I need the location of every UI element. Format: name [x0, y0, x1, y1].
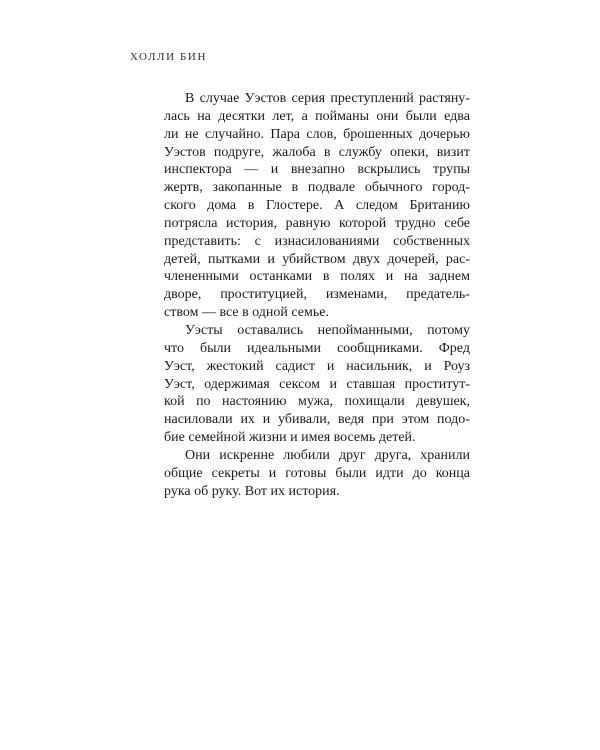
word: город- [432, 180, 470, 196]
text-line [164, 465, 470, 483]
word: Уэсты [185, 322, 223, 338]
word: Уэст, [164, 358, 195, 374]
word: жалоба [272, 144, 316, 160]
word: на [404, 269, 418, 285]
word: в [322, 269, 330, 285]
word: Роуз [443, 358, 470, 374]
text-line [164, 126, 470, 144]
word: идеальными [247, 340, 321, 356]
word: изменами, [325, 287, 388, 303]
word: Они [185, 447, 211, 463]
running-header-author: ХОЛЛИ БИН [130, 51, 208, 63]
word: — [244, 162, 259, 178]
word: службу [338, 144, 382, 160]
word: и [326, 358, 335, 374]
word: слов, [306, 126, 337, 142]
text-line [164, 215, 470, 233]
word: проституцией, [220, 287, 307, 303]
word: равную [285, 215, 331, 231]
word: потому [427, 322, 470, 338]
word: останками [249, 269, 313, 285]
word: детей, [164, 251, 201, 267]
word: и [262, 412, 271, 428]
word: заднем [428, 269, 470, 285]
word: едва [444, 108, 470, 124]
word: собственных [393, 233, 470, 249]
word: садист [275, 358, 315, 374]
word: были [335, 465, 367, 481]
word: мужа, [297, 394, 334, 410]
word: А [334, 198, 345, 214]
word: идти [375, 465, 404, 481]
word: история, [226, 215, 278, 231]
word: что [164, 340, 184, 356]
word: и [267, 251, 275, 267]
word: жертв, [164, 180, 203, 196]
word: насиловали [164, 412, 233, 428]
paragraph [164, 447, 470, 501]
word: любили [283, 447, 330, 463]
text-line [164, 411, 470, 429]
word: ского [164, 198, 196, 214]
word: обычного [364, 180, 423, 196]
word: одержимая [204, 376, 270, 392]
word: сексом [279, 376, 320, 392]
word: непойманными, [317, 322, 413, 338]
word: потрясла [164, 215, 218, 231]
word: они [376, 108, 399, 124]
word: Уэстов [244, 91, 287, 106]
word: друг [338, 447, 366, 463]
word: десятки [218, 108, 266, 124]
paragraph [164, 90, 470, 322]
word: проститут- [404, 376, 470, 392]
word: двух [352, 251, 381, 267]
word: секреты [211, 465, 260, 481]
word: трудно [394, 215, 436, 231]
word: готовы [285, 465, 327, 481]
text-line [164, 268, 470, 286]
word: и [385, 269, 394, 285]
word: случайно. [205, 126, 264, 142]
text-line [164, 179, 470, 197]
word: лет, [272, 108, 295, 124]
word: В [185, 91, 195, 106]
word: ли [164, 126, 179, 142]
word: ведя [338, 412, 365, 428]
word: дочерей, [387, 251, 439, 267]
word: друга, [374, 447, 412, 463]
text-line [164, 161, 470, 179]
text-line [164, 144, 470, 162]
word: инспектора [164, 162, 232, 178]
word: трупы [432, 162, 470, 178]
text-line: рука об руку. Вот их история. [164, 483, 340, 499]
word: представить: [164, 233, 241, 249]
word: пытками [207, 251, 261, 267]
word: а [301, 108, 308, 124]
word: Пара [270, 126, 300, 142]
word: подруге, [213, 144, 265, 160]
text-line: ством — все в одной семье. [164, 305, 329, 321]
word: настоянию [222, 394, 287, 410]
word: изнасилованиями [274, 233, 380, 249]
word: и [270, 162, 279, 178]
text-line [164, 251, 470, 269]
word: и [268, 465, 277, 481]
word: не [184, 126, 199, 142]
text-line [164, 393, 470, 411]
word: внезапно [290, 162, 345, 178]
word: Глостере. [265, 198, 323, 214]
word: были [199, 340, 231, 356]
text-line: бие семейной жизни и имея восемь детей. [164, 430, 416, 446]
word: дочерью [419, 126, 470, 142]
word: убивали, [278, 412, 331, 428]
word: девушек, [416, 394, 470, 410]
word: Британию [409, 198, 470, 214]
text-line [164, 108, 470, 126]
text-line [164, 233, 470, 251]
word: общие [164, 465, 203, 481]
word: убийством [282, 251, 346, 267]
word: пойманы [315, 108, 370, 124]
word: в [291, 180, 299, 196]
text-line [164, 322, 470, 340]
word: их [240, 412, 255, 428]
text-line [164, 447, 470, 465]
word: случае [199, 91, 240, 106]
word: подвале [307, 180, 356, 196]
word: вскрылись [357, 162, 421, 178]
word: конца [435, 465, 470, 481]
paragraph [164, 322, 470, 447]
word: насильник, [346, 358, 413, 374]
word: до [412, 465, 427, 481]
word: жестокий [206, 358, 264, 374]
word: следом [355, 198, 398, 214]
word: сообщниками. [336, 340, 423, 356]
word: по [196, 394, 211, 410]
word: полях [340, 269, 376, 285]
word: ставшая [346, 376, 396, 392]
word: Уэст, [164, 376, 195, 392]
word: в [247, 198, 255, 214]
word: при [371, 412, 394, 428]
word: серия [291, 91, 326, 106]
word: закопанные [212, 180, 282, 196]
word: рас- [445, 251, 470, 267]
word: на [197, 108, 211, 124]
word: предатель- [406, 287, 470, 303]
word: хранили [420, 447, 470, 463]
word: и [329, 376, 337, 392]
word: были [405, 108, 437, 124]
word: брошенных [343, 126, 413, 142]
word: визит [436, 144, 470, 160]
word: в [323, 144, 331, 160]
word: лась [164, 108, 190, 124]
word: оставались [237, 322, 304, 338]
text-block [164, 90, 470, 500]
word: похищали [344, 394, 405, 410]
word: дворе, [164, 287, 202, 303]
word: себе [444, 215, 470, 231]
word: растяну- [419, 91, 470, 106]
word: кой [164, 394, 185, 410]
word: Уэстов [164, 144, 206, 160]
word: Фред [438, 340, 470, 356]
word: которой [338, 215, 387, 231]
word: подо- [437, 412, 470, 428]
text-line [164, 340, 470, 358]
text-line [164, 90, 470, 108]
text-line [164, 286, 470, 304]
word: преступлений [330, 91, 414, 106]
word: члененными [164, 269, 239, 285]
word: с [254, 233, 261, 249]
word: искренне [219, 447, 275, 463]
text-line [164, 197, 470, 215]
text-line [164, 376, 470, 394]
word: этом [401, 412, 430, 428]
word: и [424, 358, 432, 374]
word: опеки, [390, 144, 429, 160]
word: дома [207, 198, 237, 214]
text-line [164, 358, 470, 376]
